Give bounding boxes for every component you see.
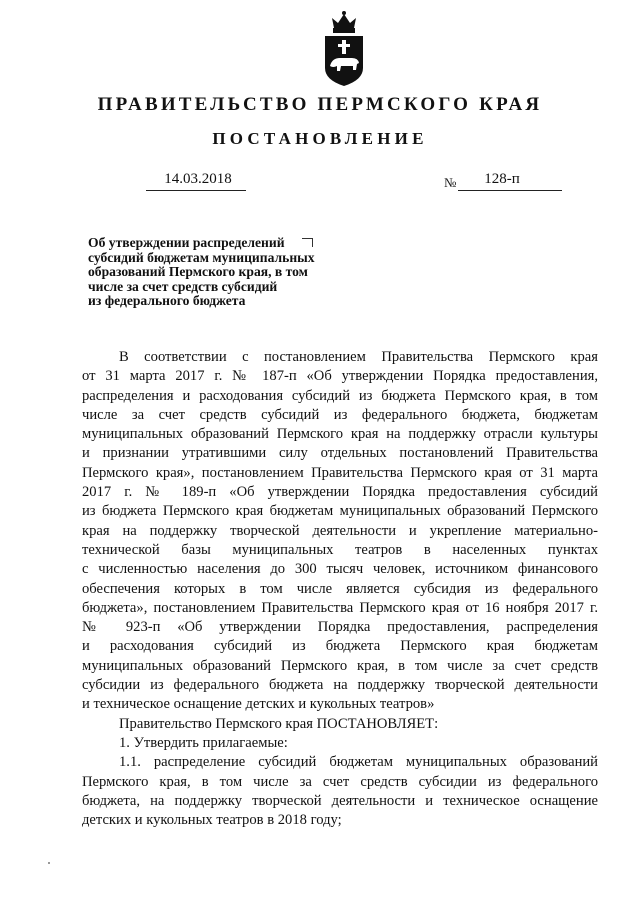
- body-line: 2017 г. № 189-п «Об утверждении Порядка предоставления субсидий: [82, 484, 598, 501]
- body-line: и техническое оснащение детских и кукольных театров»: [82, 696, 435, 713]
- scan-speck: [48, 862, 50, 864]
- date-underline: [146, 190, 246, 191]
- subject-line: образований Пермского края, в том: [88, 264, 308, 280]
- body-line: детских и кукольных театров в 2018 году;: [82, 812, 342, 829]
- document-type: ПОСТАНОВЛЕНИЕ: [212, 129, 428, 148]
- body-line: с численностью населения до 300 тысяч человек, источником финансового: [82, 561, 598, 578]
- body-line: № 923-п «Об утверждении Порядка предоставления, распределения: [82, 619, 598, 636]
- document-number: 128-п: [484, 171, 520, 187]
- document-date: 14.03.2018: [164, 171, 232, 187]
- body-line: Пермского края, в том числе за счет средств субсидии из федерального: [82, 773, 598, 790]
- body-line: муниципальных образований Пермского края, в том числе за счет средств: [82, 657, 598, 674]
- body-line: В соответствии с постановлением Правительства Пермского края: [119, 349, 598, 365]
- subject-line: Об утверждении распределений: [88, 235, 285, 250]
- subject-line: субсидий бюджетам муниципальных: [88, 249, 315, 265]
- body-line: Правительство Пермского края ПОСТАНОВЛЯЕТ:: [119, 715, 439, 732]
- body-line: из бюджета Пермского края бюджетам муниципальных образований Пермского: [82, 503, 598, 520]
- body-line: от 31 марта 2017 г. № 187-п «Об утверждении Порядка предоставления,: [82, 368, 598, 385]
- body-line: числе за счет средств субсидий из федерального бюджета, бюджетам: [82, 406, 598, 423]
- body-line: технической базы муниципальных театров в населенных пунктах: [82, 541, 598, 558]
- document-body: [82, 348, 598, 830]
- subject-corner-bracket: [302, 238, 313, 247]
- body-line: 1. Утвердить прилагаемые:: [119, 734, 288, 751]
- government-title: ПРАВИТЕЛЬСТВО ПЕРМСКОГО КРАЯ: [97, 94, 543, 115]
- body-line: края на поддержку творческой деятельности и укрепление материально-: [82, 522, 598, 539]
- body-line: Пермского края», постановлением Правительства Пермского края от 31 марта: [82, 464, 598, 481]
- body-line: бюджета, на поддержку творческой деятельности и техническое оснащение: [82, 792, 598, 809]
- perm-krai-coat-of-arms-icon: [322, 8, 366, 88]
- body-line: обеспечения которых в том числе является субсидия из федерального: [82, 580, 598, 597]
- number-sign: №: [444, 175, 457, 190]
- number-underline: [458, 190, 562, 191]
- body-line: 1.1. распределение субсидий бюджетам муниципальных образований: [119, 754, 598, 771]
- body-line: распределения и расходования субсидий из бюджета Пермского края, в том: [82, 387, 598, 404]
- body-line: и расходования субсидий из бюджета Пермского края бюджетам: [82, 638, 598, 655]
- body-line: бюджета», постановлением Правительства Пермского края от 16 ноября 2017 г.: [82, 599, 598, 616]
- subject-line: числе за счет средств субсидий: [88, 278, 278, 294]
- body-line: субсидии из федерального бюджета на поддержку творческой деятельности: [82, 677, 598, 694]
- subject-line: из федерального бюджета: [88, 293, 246, 309]
- body-line: и признании утратившими силу отдельных постановлений Правительства: [82, 445, 598, 462]
- body-line: муниципальных образований Пермского края на поддержку отрасли культуры: [82, 426, 598, 443]
